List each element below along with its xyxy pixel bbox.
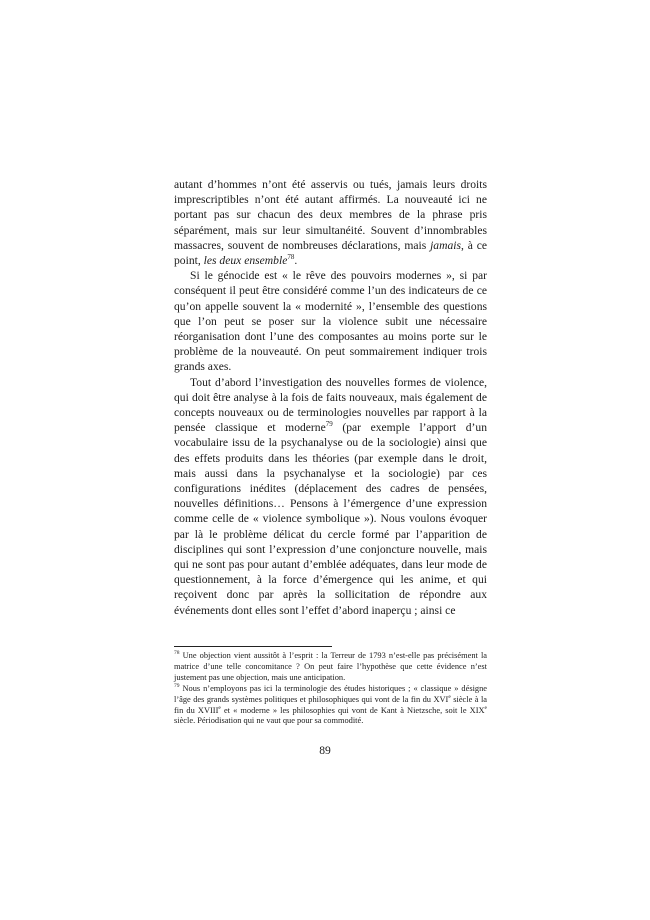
emphasis-jamais: jamais — [430, 238, 461, 252]
footnotes — [174, 651, 487, 727]
paragraph-1: autant d’hommes n’ont été asservis ou tués, jamais leurs droits imprescriptibles n’ont été autant affirmés. La nouveauté ici ne portant pas sur chacun des deux membres de la phrase pris séparément, mais sur leur simultanéité. Souvent d’innombrables massacres, souvent de nombreuses déclarations, mais jamais, à ce point, les deux ensemble$^{78}$. — [174, 178, 487, 268]
paragraph-2: Si le génocide est « le rêve des pouvoirs modernes », si par conséquent il peut être considéré comme l’un des indicateurs de ce qu’on appelle souvent la « modernité », l’ensemble des questions que l’on peut se poser sur la violence subit une nécessaire réorganisation dont l’une des composantes au moins porte sur le problème de la nouveauté. On peut sommairement indiquer trois grands axes. — [174, 269, 487, 374]
footnote-ref-78[interactable]: 78 — [287, 253, 295, 262]
footnote-ref-79[interactable]: 79 — [325, 420, 333, 429]
footnote-number-78: 78 — [174, 650, 180, 657]
emphasis-les-deux-ensemble: les deux ensemble — [203, 254, 288, 268]
page-number: 89 — [319, 744, 331, 757]
main-text — [174, 177, 487, 618]
footnote-79: $^{79}$ Nous n’employons pas ici la terminologie des études historiques ; « classique » désigne l’âge des grands systèmes politiques et philosophiques qui vont de la fin du XVIe siècle à la fin du XVIIIe et « moderne » les philosophies qui vont de Kant à Nietzsche, soit le XIXe siècle. Périodisation qui ne vaut que pour sa commodité. — [174, 682, 487, 726]
footnote-78: $^{78}$ Une objection vient aussitôt à l’esprit : la Terreur de 1793 n’est-elle pas précisément la matrice d’une telle concomitance ? On peut faire l’hypothèse que cette évidence n’est justement pas une objection, mais une anticipation. — [174, 650, 487, 682]
footnote-number-79: 79 — [174, 682, 180, 689]
footnote-separator — [174, 646, 332, 647]
paragraph-3: Tout d’abord l’investigation des nouvelles formes de violence, qui doit être analyse à la fois de faits nouveaux, mais également de concepts nouveaux ou de terminologies nouvelles par rapport à la pensée classique et moderne$^{79}$ (par exemple l’apport d’un vocabulaire issu de la psychanalyse ou de la sociologie) ainsi que des effets produits dans les théories (par exemple dans le droit, mais aussi dans la psychanalyse et la sociologie) par ces configurations inédites (déplacement des cadres de pensées, nouvelles définitions… Pensons à l’émergence d’une expression comme celle de « violence symbolique »). Nous voulons évoquer par là le problème délicat du cercle formé par l’apparition de disciplines qui sont l’expression d’une conjoncture nouvelle, mais qui ne sont pas pour autant d’emblée adéquates, dans leur mode de questionnement, à la force d’émergence qui les anime, et qui reçoivent donc par après la sollicitation de répondre aux événements dont elles sont l’effet d’abord inaperçu ; ainsi ce — [174, 375, 487, 617]
